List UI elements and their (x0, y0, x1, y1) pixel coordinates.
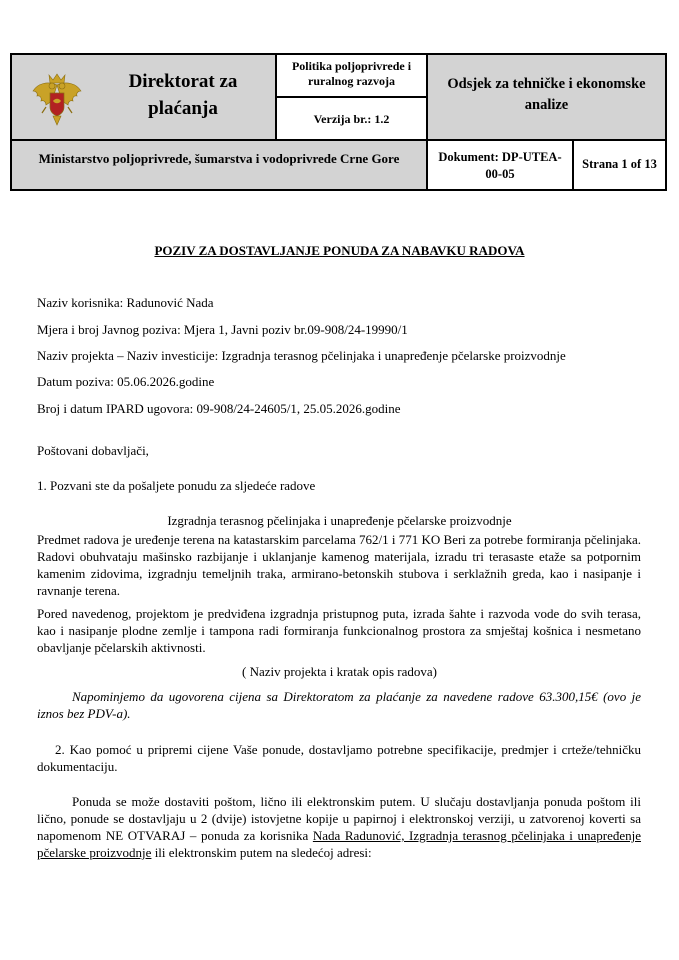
field-call-date: Datum poziva: 05.06.2026.godine (37, 374, 215, 389)
description-paragraph-2: Pored navedenog, projektom je predviđena izgradnja pristupnog puta, izrada šahte i razvoda vode do svih terasa, kao i nasipanje plodne zemlje i tampona radi formiranja funkcionalnog prostora za smještaj košnica i nesmetano obavljanje pčelarskih aktivnosti. (37, 606, 641, 655)
submission-lead: Ponuda se može dostaviti poštom, lično ili elektronskim putem. U slučaju dostavljanja ponuda poštom ili lično, ponude se dostavljaju u 2 (dvije) istovjetne kopije u papirnoj i elektronskoj verziji, u zatvorenoj koverti sa napomenom NE OTVARAJ – ponuda za korisnika (37, 794, 641, 843)
ministry-cell (11, 140, 427, 190)
field-project-name: Naziv projekta – Naziv investicije: Izgradnja terasnog pčelinjaka i unapređenje pčelarske proizvodnje (37, 348, 566, 363)
version-cell (276, 97, 427, 140)
document-title: POZIV ZA DOSTAVLJANJE PONUDA ZA NABAVKU RADOVA (154, 243, 525, 258)
directorate-title: Direktorat za plaćanja (128, 71, 238, 119)
page-number: Strana 1 of 13 (582, 157, 657, 171)
item-2: 2. Kao pomoć u pripremi cijene Vaše ponude, dostavljamo potrebne specifikacije, predmjer i crteže/tehničku dokumentaciju. (37, 742, 641, 774)
price-note: Napominjemo da ugovorena cijena sa Direktoratom za plaćanje za navedene radove 63.300,15€ (ovo je iznos bez PDV-a). (37, 689, 641, 721)
field-beneficiary: Naziv korisnika: Radunović Nada (37, 295, 214, 310)
project-title: Izgradnja terasnog pčelinjaka i unapređenje pčelarske proizvodnje (167, 513, 512, 528)
page-cell (573, 140, 666, 190)
description-paragraph-1: Predmet radova je uređenje terena na katastarskim parcelama 762/1 i 771 KO Beri za potrebe formiranja pčelinjaka. Radovi obuhvataju mašinsko razbijanje i uklanjanje kamenog materijala, izradu tri terasaste etaže sa potpornim kamenim zidovima, izgradnju temeljnih traka, armirano-betonskih stubova i serklažnih greda, kao i nasipanje i ravnanje terena. (37, 532, 641, 598)
department-label: Odsjek za tehničke i ekonomske analize (447, 76, 646, 113)
submission-tail: ili elektronskim putem na sledećoj adresi: (151, 845, 372, 860)
submission-recipient: Nada Radunović, Izgradnja terasnog pčelinjaka i unapređenje pčelarske proizvodnje (37, 828, 641, 860)
item-1: 1. Pozvani ste da pošaljete ponudu za sljedeće radove (37, 478, 316, 493)
department-cell (427, 54, 666, 140)
field-call-measure: Mjera i broj Javnog poziva: Mjera 1, Javni poziv br.09-908/24-19990/1 (37, 322, 408, 337)
header-table (10, 53, 667, 191)
field-ipard-contract: Broj i datum IPARD ugovora: 09-908/24-24605/1, 25.05.2026.godine (37, 401, 401, 416)
document-cell (427, 140, 573, 190)
montenegro-coat-of-arms-icon (30, 71, 84, 129)
header-logo-cell (11, 54, 276, 140)
greeting: Poštovani dobavljači, (37, 443, 149, 458)
version-label: Verzija br.: 1.2 (313, 112, 390, 126)
submission-paragraph (37, 793, 641, 861)
policy-cell (276, 54, 427, 97)
policy-label: Politika poljoprivrede i ruralnog razvoja (291, 59, 412, 88)
document-number: Dokument: DP-UTEA-00-05 (438, 150, 562, 181)
ministry-label: Ministarstvo poljoprivrede, šumarstva i vodoprivrede Crne Gore (38, 151, 400, 166)
description-caption: ( Naziv projekta i kratak opis radova) (242, 664, 437, 679)
